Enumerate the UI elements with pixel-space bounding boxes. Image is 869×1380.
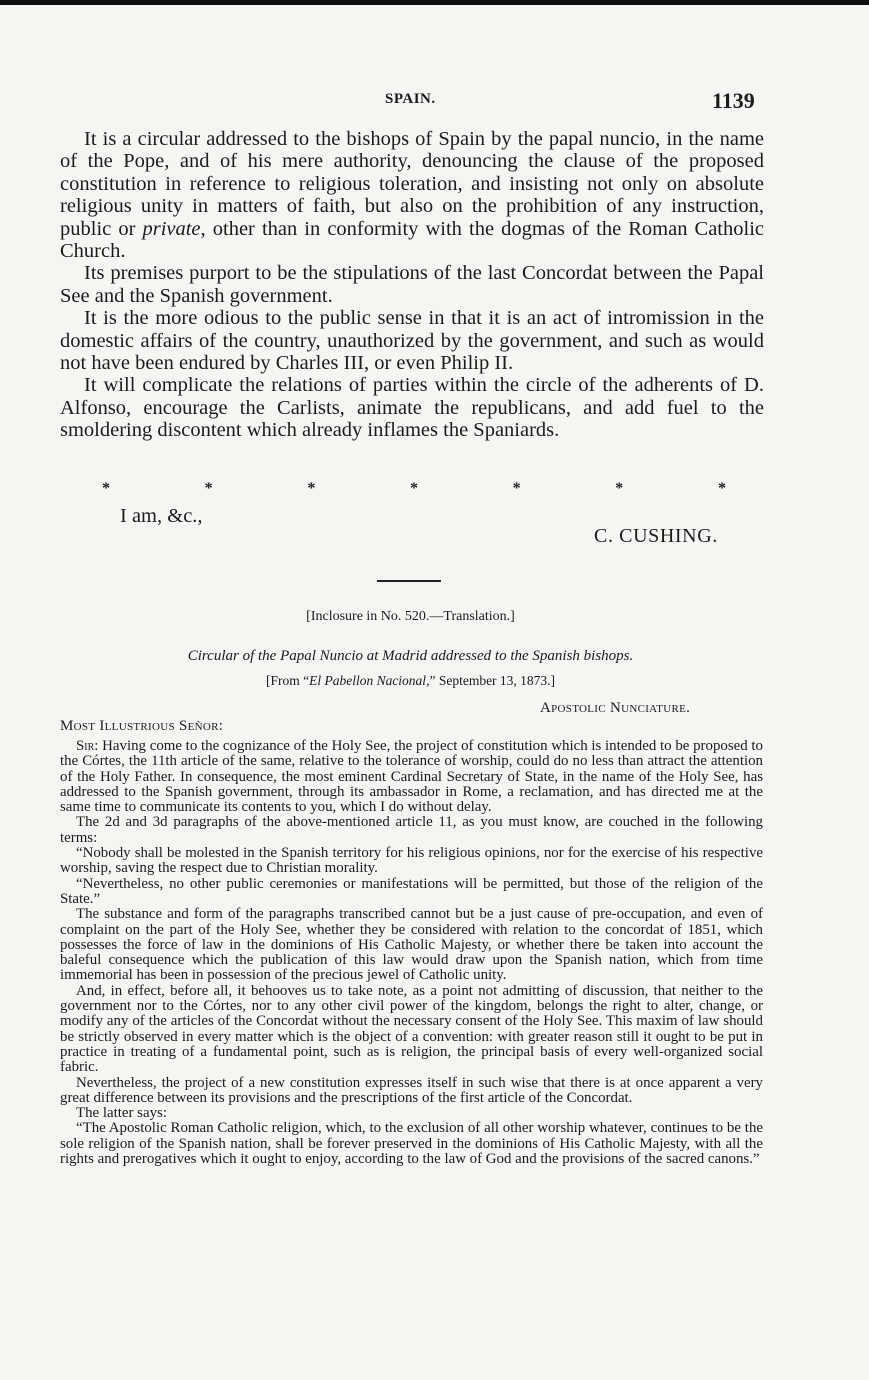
inclosure-note: [Inclosure in No. 520.—Translation.] [306, 609, 515, 624]
circular-paragraph: And, in effect, before all, it behooves us to take note, as a point not admitting of discussion, that neither to the government nor to the Córtes, nor to any other civil power of the kingdom, belongs the right to alter, change, or modify any of the articles of the Concordat without the necessary consent of the Holy See. This maxim of law should be strictly observed in every matter which is the object of a convention: with greater reason still it ought to be put in practice in treating of a fundamental point, such as is religion, the principal basis of every well-organized social fabric. [60, 982, 763, 1076]
publication-name: El Pabellon Nacional, [309, 673, 430, 688]
star: * [615, 480, 624, 497]
circular-paragraph: The latter says: [76, 1105, 167, 1122]
quoted-paragraph: “Nobody shall be molested in the Spanish territory for his religious opinions, nor for the exercise of his respective worship, saving the respect due to Christian morality. [60, 845, 763, 877]
letter-body [60, 128, 764, 442]
letter-closing: I am, &c., [120, 505, 203, 527]
quoted-paragraph: “Nevertheless, no other public ceremonies or manifestations will be permitted, but those of the religion of the State.” [60, 875, 763, 907]
running-title: SPAIN. [385, 91, 436, 107]
letter-paragraph: Its premises purport to be the stipulations of the last Concordat between the Papal See and the Spanish government. [60, 262, 764, 307]
star: * [102, 480, 110, 497]
page-number: 1139 [712, 88, 755, 113]
star: * [204, 480, 213, 497]
letter-paragraph: It is the more odious to the public sense in that it is an act of intromission in the domestic affairs of the country, unauthorized by the government, and such as would not have been endured by Charles III, or even Philip II. [60, 307, 764, 375]
salutation: Most Illustrious Señor: [60, 718, 224, 734]
letter-signature: C. CUSHING. [594, 525, 718, 547]
top-border-rule [0, 0, 869, 5]
circular-body [60, 739, 763, 1167]
running-header [0, 88, 869, 118]
ellipsis-stars [60, 480, 764, 498]
star: * [307, 480, 316, 497]
quoted-paragraph: “The Apostolic Roman Catholic religion, which, to the exclusion of all other worship whatever, continues to be the sole religion of the Spanish nation, shall be forever preserved in the dominions of His Catholic Majesty, with all the rights and prerogatives which it ought to enjoy, according to the law of God and the provisions of the sacred canons.” [60, 1120, 763, 1168]
sender-heading: Apostolic Nunciature. [540, 700, 691, 716]
letter-paragraph: It will complicate the relations of parties within the circle of the adherents of D. Alfonso, encourage the Carlists, animate the republicans, and add fuel to the smoldering discontent which already inflames the Spaniards. [60, 374, 764, 442]
star: * [717, 480, 726, 497]
letter-paragraph: It is a circular addressed to the bishops of Spain by the papal nuncio, in the name of the Pope, and of his mere authority, denouncing the clause of the proposed constitution in reference to religious toleration, and insisting not only on absolute religious unity in matters of faith, but also on the prohibition of any instruction, public or private, other than in conformity with the dogmas of the Roman Catholic Church. [60, 128, 764, 263]
circular-paragraph: The 2d and 3d paragraphs of the above-mentioned article 11, as you must know, are couched in the following terms: [60, 814, 763, 846]
sir-salutation: Sir: [76, 738, 99, 754]
section-divider [377, 580, 441, 582]
star: * [512, 480, 521, 497]
circular-paragraph: The substance and form of the paragraphs transcribed cannot but be a just cause of pre-occupation, and even of complaint on the part of the Holy See, whether they be considered with relation to the concordat of 1851, which possesses the force of law in the dominions of His Catholic Majesty, or whether there be taken into account the baleful consequence which the publication of this law would draw upon the Spanish nation, which from time immemorial has been in possession of the precious jewel of Catholic unity. [60, 906, 763, 984]
circular-paragraph: Sir: Having come to the cognizance of the Holy See, the project of constitution which is intended to be proposed to the Córtes, the 11th article of the same, relative to the tolerance of worship, could do no less than attract the attention of the Holy Father. In consequence, the most eminent Cardinal Secretary of State, in the name of the Holy See, has addressed to the Spanish government, through its ambassador in Rome, a reclamation, and has directed me at the same time to communicate its contents to you, which I do without delay. [60, 738, 763, 816]
star: * [409, 480, 418, 497]
circular-title: Circular of the Papal Nuncio at Madrid addressed to the Spanish bishops. [187, 648, 634, 664]
source-citation: [From “El Pabellon Nacional,” September 13, 1873.] [265, 673, 556, 688]
circular-paragraph: Nevertheless, the project of a new constitution expresses itself in such wise that there is at once apparent a very great difference between its provisions and the prescriptions of the first article of the Concordat. [60, 1074, 763, 1106]
